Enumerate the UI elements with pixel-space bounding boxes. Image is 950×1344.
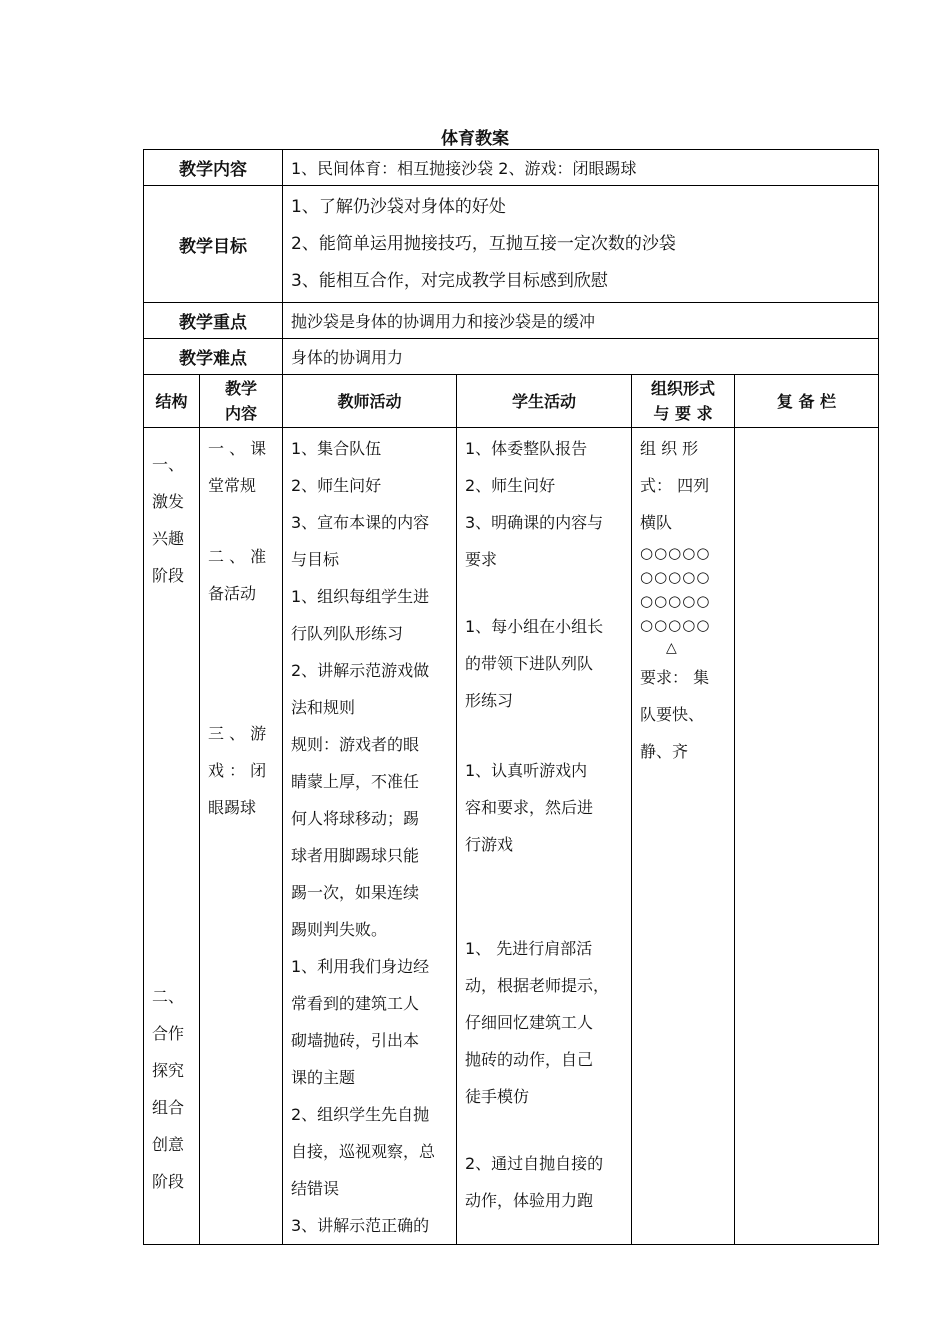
phase1-line: 一、 bbox=[152, 455, 185, 474]
header-structure: 结构 bbox=[144, 375, 200, 428]
phase2-line: 组合 bbox=[152, 1098, 185, 1117]
phase2-line: 合作 bbox=[152, 1024, 185, 1043]
header-org: 组织形式 与 要 求 bbox=[632, 375, 735, 428]
header-content: 教学 内容 bbox=[200, 375, 283, 428]
formation-circles: ○○○○○ bbox=[640, 592, 711, 610]
teacher-cell: 1、集合队伍 2、师生问好 3、宣布本课的内容 与目标 1、组织每组学生进 行队列队形练习 2、讲解示范游戏做 法和规则 规则：游戏者的眼 睛蒙上厚，不准任 何人将球移动；踢 球者用脚踢球只能 踢一次，如果连续 踢则判失败。 1、利用我们身边经 常看到的建筑工人 砌墙抛砖，引出本 课的主题 2、组织学生先自抛 自接，巡视观察，总 结错误 3、讲解示范正确的 bbox=[283, 428, 457, 1245]
header-row bbox=[144, 375, 879, 428]
notes-cell bbox=[735, 428, 879, 1245]
page-title: 体育教案 bbox=[441, 129, 509, 149]
content-label: 教学内容 bbox=[144, 150, 283, 186]
header-student: 学生活动 bbox=[457, 375, 632, 428]
content-value: 1、民间体育：相互抛接沙袋 2、游戏：闭眼踢球 bbox=[283, 150, 879, 186]
formation-circles: ○○○○○ bbox=[640, 568, 711, 586]
goals-list bbox=[283, 186, 879, 303]
header-notes: 复 备 栏 bbox=[735, 375, 879, 428]
key-label: 教学重点 bbox=[144, 303, 283, 339]
organization-cell: 组 织 形 式： 四列 横队 ○○○○○ ○○○○○ ○○○○○ ○○○○○ △ 要求： 集 队要快、 静、齐 bbox=[632, 428, 735, 1245]
difficulty-row bbox=[144, 339, 879, 375]
goal-item: 1、了解仍沙袋对身体的好处 bbox=[291, 196, 506, 217]
goal-item: 2、能简单运用抛接技巧，互抛互接一定次数的沙袋 bbox=[291, 233, 676, 254]
formation-circles: ○○○○○ bbox=[640, 616, 711, 634]
content-cell: 一 、 课 堂常规 二 、 准 备活动 三 、 游 戏 ： 闭 眼踢球 bbox=[200, 428, 283, 1245]
key-row bbox=[144, 303, 879, 339]
phase1-line: 激发 bbox=[152, 492, 185, 511]
phase2-line: 二、 bbox=[152, 987, 185, 1006]
header-teacher: 教师活动 bbox=[283, 375, 457, 428]
difficulty-value: 身体的协调用力 bbox=[283, 339, 879, 375]
phase1-line: 阶段 bbox=[152, 566, 185, 585]
phase1-line: 兴趣 bbox=[152, 529, 185, 548]
difficulty-label: 教学难点 bbox=[144, 339, 283, 375]
goals-row bbox=[144, 186, 879, 303]
structure-cell bbox=[144, 428, 200, 1245]
phase2-line: 探究 bbox=[152, 1061, 185, 1080]
lesson-plan-table bbox=[143, 149, 879, 1245]
goals-label: 教学目标 bbox=[144, 186, 283, 303]
student-cell: 1、体委整队报告 2、师生问好 3、明确课的内容与 要求 1、每小组在小组长 的带领下进队列队 形练习 1、认真听游戏内 容和要求，然后进 行游戏 1、 先进行肩部活 动，根据老师提示， 仔细回忆建筑工人 抛砖的动作，自己 徒手模仿 2、通过自抛自接的 动作，体验用力跑 bbox=[457, 428, 632, 1245]
activity-row bbox=[144, 428, 879, 1245]
goal-item: 3、能相互合作，对完成教学目标感到欣慰 bbox=[291, 270, 608, 291]
phase2-line: 创意 bbox=[152, 1135, 185, 1154]
formation-circles: ○○○○○ bbox=[640, 544, 711, 562]
key-value: 抛沙袋是身体的协调用力和接沙袋是的缓冲 bbox=[283, 303, 879, 339]
teacher-position-icon: △ bbox=[666, 640, 677, 656]
phase2-line: 阶段 bbox=[152, 1172, 185, 1191]
content-row bbox=[144, 150, 879, 186]
